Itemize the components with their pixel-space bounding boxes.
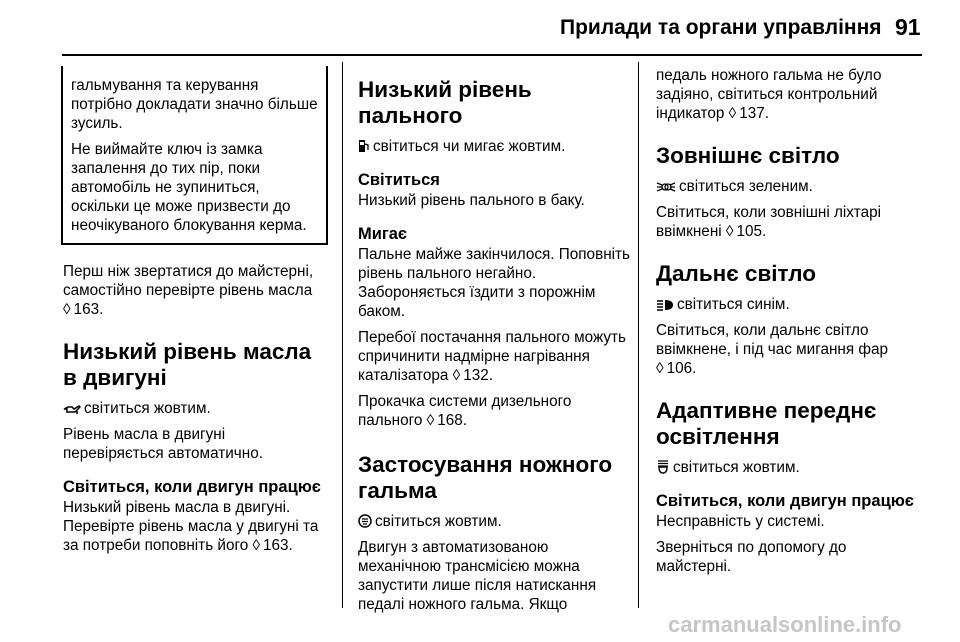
reference-arrow-icon: ◊ [452,367,461,384]
indicator-line: світиться жовтим. [358,512,630,531]
section-heading: Адаптивне переднє освітлення [656,398,877,449]
subheading: Мигає [358,225,408,243]
page-reference[interactable]: ◊ 163. [63,301,104,318]
paragraph: Двигун з автоматизованою механічною трансмісією можна запустити лише після натискання педалі ножного гальма. Якщо [358,539,597,613]
high-beam-icon [656,299,674,311]
indicator-line: світиться жовтим. [63,399,328,418]
paragraph: Перш ніж звертатися до майстерні, самостійно перевірте рівень масла ◊ 163. [63,263,314,318]
column-3 [656,66,924,583]
reference-arrow-icon: ◊ [63,301,71,318]
subheading: Світиться, коли двигун працює [63,478,321,496]
paragraph: Рівень масла в двигуні перевіряється автоматично. [63,426,263,462]
reference-arrow-icon: ◊ [725,223,734,240]
page-reference[interactable]: ◊ 132. [452,367,494,384]
section-heading: Зовнішнє світло [656,143,840,168]
adaptive-light-icon [656,460,670,474]
warning-text: гальмування та керування потрібно докладати значно більше зусиль. [71,77,318,132]
indicator-line: світиться чи мигає жовтим. [358,137,630,156]
column-divider [638,62,639,608]
paragraph: Світиться, коли зовнішні ліхтарі ввімкнені ◊ 105. [656,204,882,240]
warning-text: Не виймайте ключ із замка запалення до тих пір, поки автомобіль не зупиниться, оскільки це може призвести до неочікуваного блокування керма. [71,141,307,234]
reference-arrow-icon: ◊ [728,105,737,122]
column-divider [342,62,343,608]
paragraph: педаль ножного гальма не було задіяно, світиться контрольний індикатор ◊ 137. [656,67,882,122]
oil-can-icon [63,403,81,415]
paragraph: Зверніться по допомогу до майстерні. [656,539,847,575]
indicator-line: світиться жовтим. [656,458,924,477]
column-2 [358,66,630,621]
section-heading: Застосування ножного гальма [358,452,613,503]
page-reference[interactable]: ◊ 137. [728,105,769,122]
paragraph: Пальне майже закінчилося. Поповніть рівень пального негайно. Забороняється їздити з порожнім баком. [358,246,631,320]
reference-arrow-icon: ◊ [252,537,261,554]
fuel-pump-icon [358,139,370,153]
page-reference[interactable]: ◊ 168. [426,412,467,429]
watermark: carmanualsonline.info [668,612,902,637]
brake-pedal-icon [358,514,372,528]
section-heading: Дальнє світло [656,261,816,286]
paragraph: Світиться, коли дальнє світло ввімкнене, і під час мигання фар ◊ 106. [656,322,888,377]
section-heading: Низький рівень пального [358,77,532,128]
warning-box [61,66,328,245]
page-reference[interactable]: ◊ 105. [725,223,767,240]
reference-arrow-icon: ◊ [656,360,664,377]
running-header-title: Прилади та органи управління [560,16,882,39]
paragraph: Несправність у системі. [656,513,825,530]
subheading: Світиться [358,171,440,189]
paragraph: Перебої постачання пального можуть спричинити надмірне нагрівання каталізатора ◊ 132. [358,329,626,384]
page-reference[interactable]: ◊ 106. [656,360,697,377]
exterior-light-icon [656,181,676,193]
column-1 [63,66,328,562]
paragraph: Низький рівень масла в двигуні. Перевірте рівень масла у двигуні та за потреби поповніть його ◊ 163. [63,499,319,554]
reference-arrow-icon: ◊ [426,412,435,429]
page-reference[interactable]: ◊ 163. [252,537,293,554]
paragraph: Низький рівень пального в баку. [358,192,585,209]
subheading: Світиться, коли двигун працює [656,492,914,510]
indicator-line: світиться синім. [656,295,924,314]
page-number: 91 [895,14,921,40]
paragraph: Прокачка системи дизельного пального ◊ 168. [358,393,572,429]
indicator-line: світиться зеленим. [656,177,924,196]
section-heading: Низький рівень масла в двигуні [63,339,312,390]
header-rule [62,54,922,56]
